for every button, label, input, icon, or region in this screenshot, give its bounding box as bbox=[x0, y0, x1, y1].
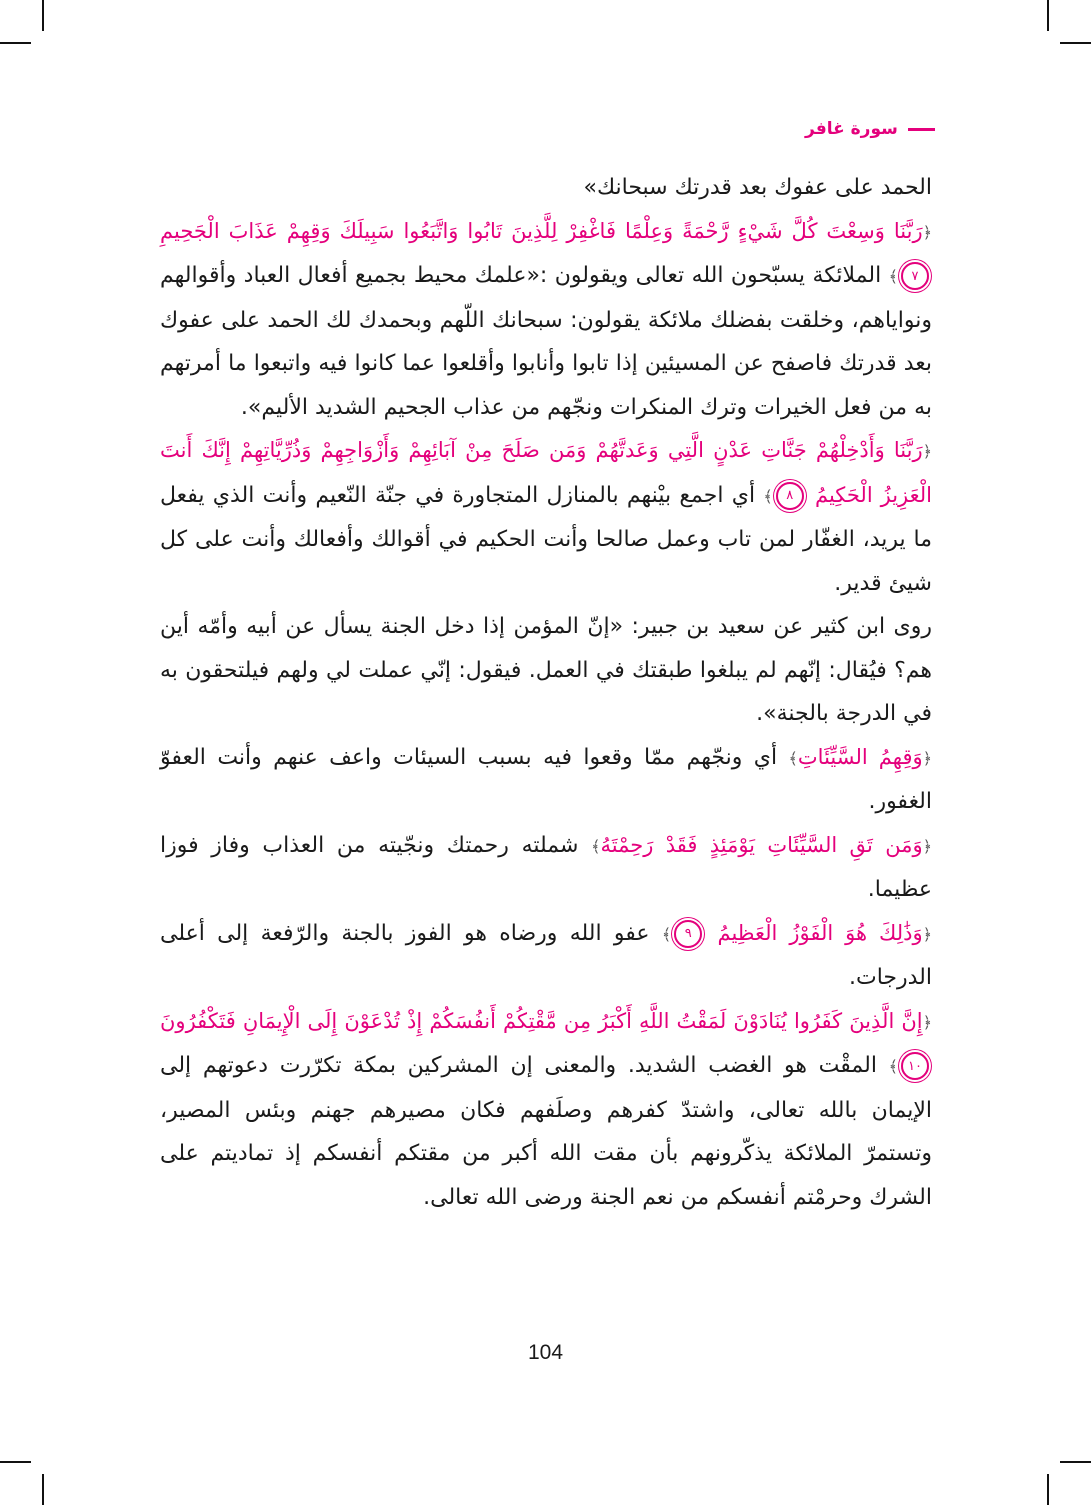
ornate-bracket-close: ﴾ bbox=[888, 267, 898, 286]
ayah-number-9-icon: ٩ bbox=[674, 920, 702, 948]
ornate-bracket-open: ﴿ bbox=[922, 836, 932, 856]
verse-10-block bbox=[160, 1000, 932, 1220]
quran-verse-7: رَبَّنَا وَسِعْتَ كُلَّ شَيْءٍ رَّحْمَةً وَعِلْمًا فَاغْفِرْ لِلَّذِينَ تَابُوا وَاتَّبَعُوا سَبِيلَكَ وَقِهِمْ عَذَابَ الْجَحِيمِ bbox=[160, 218, 923, 243]
crop-mark-bottom-left-horizontal bbox=[0, 1461, 31, 1463]
phrase-tuqi-block bbox=[160, 824, 932, 912]
quran-verse-8: رَبَّنَا وَأَدْخِلْهُمْ جَنَّاتِ عَدْنٍ الَّتِي وَعَدتَّهُمْ وَمَن صَلَحَ مِنْ آبَائِهِمْ وَأَزْوَاجِهِمْ وَذُرِّيَّاتِهِمْ إِنَّكَ أَنتَ الْعَزِيزُ الْحَكِيمُ bbox=[160, 438, 932, 507]
crop-mark-top-right-vertical bbox=[1047, 0, 1049, 31]
commentary-8: أي اجمع بيْنهم بالمنازل المتجاورة في جنّة النّعيم وأنت الذي يفعل ما يريد، الغفّار لمن تاب وعمل صالحا وأنت الحكيم في أقوالك وأفعالك وأنت على كل شيئ قدير. bbox=[160, 482, 932, 596]
ornate-bracket-close: ﴾ bbox=[888, 1057, 899, 1076]
ornate-bracket-open: ﴿ bbox=[922, 222, 932, 242]
ayah-number-10-icon: ١٠ bbox=[901, 1052, 929, 1080]
verse-8-block bbox=[160, 429, 932, 605]
crop-mark-top-right-horizontal bbox=[1060, 42, 1091, 44]
commentary-10: المقْت هو الغضب الشديد. والمعنى إن المشركين بمكة تكرّرت دعوتهم إلى الإيمان بالله تعالى، واشتدّ كفرهم وصلَفهم فكان مصيرهم جهنم وبئس المصير، وتستمرّ الملائكة يذكّرونهم بأن مقت الله أكبر من مقتكم أنفسكم إذ تماديتم على الشرك وحرمْتم أنفسكم من نعم الجنة ورضى الله تعالى. bbox=[160, 1053, 932, 1210]
surah-title: سورة غافر bbox=[805, 119, 898, 139]
crop-mark-top-left-vertical bbox=[42, 0, 44, 31]
ayah-number-8-icon: ٨ bbox=[776, 482, 804, 510]
ornate-bracket-close: ﴾ bbox=[661, 924, 672, 944]
commentary-sayyiat: أي ونجّهم ممّا وقعوا فيه بسبب السيئات واعف عنهم وأنت العفوّ الغفور. bbox=[160, 744, 932, 814]
crop-mark-bottom-right-vertical bbox=[1047, 1474, 1049, 1505]
quran-verse-10: إِنَّ الَّذِينَ كَفَرُوا يُنَادَوْنَ لَمَقْتُ اللَّهِ أَكْبَرُ مِن مَّقْتِكُمْ أَنفُسَكُمْ إِذْ تُدْعَوْنَ إِلَى الْإِيمَانِ فَتَكْفُرُونَ bbox=[160, 1008, 923, 1033]
ayah-number-7-icon: ٧ bbox=[901, 262, 929, 290]
ornate-bracket-close: ﴾ bbox=[788, 748, 798, 768]
ornate-bracket-open: ﴿ bbox=[922, 748, 933, 768]
paragraph-continuation: الحمد على عفوك بعد قدرتك سبحانك» bbox=[583, 175, 932, 200]
ibn-kathir-narration: روى ابن كثير عن سعيد بن جبير: «إنّ المؤمن إذا دخل الجنة يسأل عن أبيه وأمّه أين هم؟ فيُقال: إنّهم لم يبلغوا طبقتك في العمل. فيقول: إنّي عملت لي ولهم فيلتحقون به في الدرجة بالجنة». bbox=[160, 614, 932, 726]
commentary-tuqi: شملته رحمتك ونجّيته من العذاب وفاز فوزا عظيما. bbox=[160, 832, 932, 902]
header-rule bbox=[908, 128, 935, 131]
ornate-bracket-open: ﴿ bbox=[922, 442, 932, 461]
quran-verse-9: وَذَٰلِكَ هُوَ الْفَوْزُ الْعَظِيمُ bbox=[717, 920, 923, 945]
quran-phrase-tuqi: وَمَن تَقِ السَّيِّئَاتِ يَوْمَئِذٍ فَقَدْ رَحِمْتَهُ bbox=[600, 832, 923, 857]
commentary-9: عفو الله ورضاه هو الفوز بالجنة والرّفعة إلى أعلى الدرجات. bbox=[160, 920, 932, 990]
ornate-bracket-close: ﴾ bbox=[763, 486, 773, 506]
crop-mark-bottom-right-horizontal bbox=[1060, 1461, 1091, 1463]
crop-mark-top-left-horizontal bbox=[0, 42, 31, 44]
commentary-7: الملائكة يسبّحون الله تعالى ويقولون :«علمك محيط بجميع أفعال العباد وأقوالهم ونواياهم، وخلقت بفضلك ملائكة يقولون: سبحانك اللّهم وبحمدك لك الحمد على عفوك بعد قدرتك فاصفح عن المسيئين إذا تابوا وأنابوا وأقلعوا عما كانوا فيه واتبعوا ما أمرتهم به من فعل الخيرات وترك المنكرات ونجّهم من عذاب الجحيم الشديد الأليم». bbox=[160, 263, 932, 420]
running-header bbox=[805, 112, 935, 146]
verse-7-block bbox=[160, 210, 932, 430]
ornate-bracket-open: ﴿ bbox=[922, 924, 933, 944]
ornate-bracket-open: ﴿ bbox=[922, 1012, 932, 1032]
phrase-sayyiat-block bbox=[160, 736, 932, 824]
crop-mark-bottom-left-vertical bbox=[42, 1474, 44, 1505]
page-body bbox=[160, 166, 932, 1219]
quran-phrase-sayyiat: وَقِهِمُ السَّيِّئَاتِ bbox=[797, 744, 923, 769]
verse-9-block bbox=[160, 912, 932, 1000]
page-number: 104 bbox=[527, 1341, 564, 1364]
ornate-bracket-close: ﴾ bbox=[591, 836, 601, 856]
